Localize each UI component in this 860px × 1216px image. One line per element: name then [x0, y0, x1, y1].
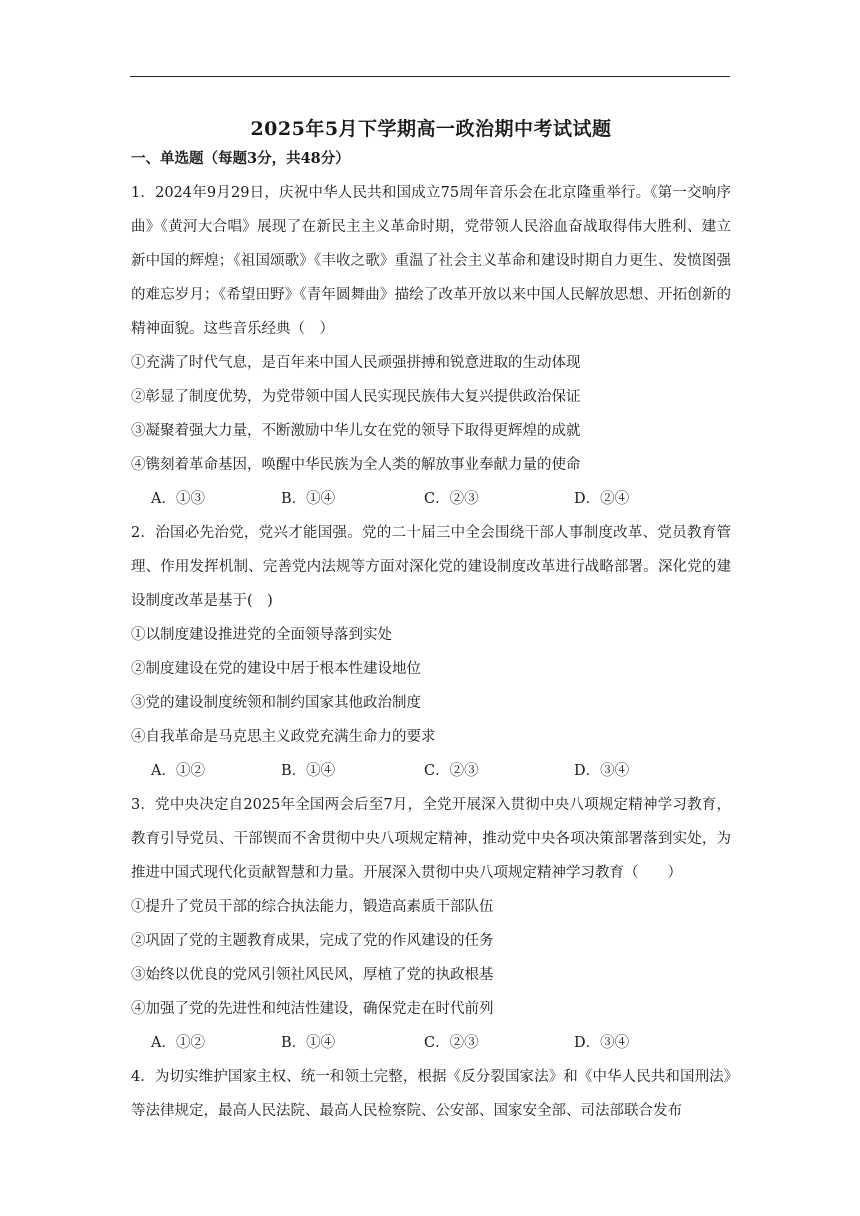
- question-stem: 3．党中央决定自2025年全国两会后至7月，全党开展深入贯彻中央八项规定精神学习教育，教育引导党员、干部锲而不舍贯彻中央八项规定精神，推动党中央各项决策部署落到实处，为推进中国式现代化贡献智慧和力量。开展深入贯彻中央八项规定精神学习教育（ ）: [131, 797, 731, 881]
- statement-option: ③党的建设制度统领和制约国家其他政治制度: [131, 695, 421, 711]
- section-heading: 一、单选题（每题3分，共48分）: [131, 150, 350, 167]
- exam-title: 2025年5月下学期高一政治期中考试试题: [250, 118, 612, 140]
- choice-c: C．②③: [424, 1035, 479, 1051]
- choice-b: B．①④: [281, 1035, 336, 1051]
- choice-d: D．③④: [574, 763, 630, 779]
- statement-option: ①提升了党员干部的综合执法能力，锻造高素质干部队伍: [131, 899, 494, 915]
- choice-a: A．①②: [151, 1035, 205, 1051]
- choice-c: C．②③: [424, 491, 479, 507]
- statement-option: ①以制度建设推进党的全面领导落到实处: [131, 627, 392, 643]
- question-stem: 1．2024年9月29日，庆祝中华人民共和国成立75周年音乐会在北京隆重举行。《第一交响序曲》《黄河大合唱》展现了在新民主主义革命时期，党带领人民浴血奋战取得伟大胜利、建立新中国的辉煌；《祖国颂歌》《丰收之歌》重温了社会主义革命和建设时期自力更生、发愤图强的难忘岁月；《希望田野》《青年圆舞曲》描绘了改革开放以来中国人民解放思想、开拓创新的精神面貌。这些音乐经典（ ）: [131, 185, 731, 337]
- choice-b: B．①④: [281, 491, 336, 507]
- exam-document: [131, 104, 731, 1128]
- question-stem: 2．治国必先治党，党兴才能国强。党的二十届三中全会围绕干部人事制度改革、党员教育管理、作用发挥机制、完善党内法规等方面对深化党的建设制度改革进行战略部署。深化党的建设制度改革是基于( ): [131, 525, 731, 609]
- question-4: [131, 1060, 731, 1128]
- question-stem: 4．为切实维护国家主权、统一和领土完整，根据《反分裂国家法》和《中华人民共和国刑法》等法律规定，最高人民法院、最高人民检察院、公安部、国家安全部、司法部联合发布: [131, 1069, 731, 1119]
- question-1: [131, 176, 731, 516]
- header-rule: [130, 76, 730, 77]
- answer-choices: [131, 482, 731, 516]
- statement-option: ①充满了时代气息，是百年来中国人民顽强拼搏和锐意进取的生动体现: [131, 355, 581, 371]
- statement-option: ③始终以优良的党风引领社风民风，厚植了党的执政根基: [131, 967, 494, 983]
- answer-choices: [131, 754, 731, 788]
- statement-option: ②制度建设在党的建设中居于根本性建设地位: [131, 661, 421, 677]
- statement-option: ④加强了党的先进性和纯洁性建设，确保党走在时代前列: [131, 1001, 494, 1017]
- question-3: [131, 788, 731, 1060]
- choice-a: A．①③: [151, 491, 205, 507]
- statement-option: ④镌刻着革命基因，唤醒中华民族为全人类的解放事业奉献力量的使命: [131, 457, 581, 473]
- statement-option: ②彰显了制度优势，为党带领中国人民实现民族伟大复兴提供政治保证: [131, 389, 581, 405]
- choice-d: D．③④: [574, 1035, 630, 1051]
- statement-option: ③凝聚着强大力量，不断激励中华儿女在党的领导下取得更辉煌的成就: [131, 423, 581, 439]
- choice-d: D．②④: [574, 491, 630, 507]
- statement-option: ②巩固了党的主题教育成果，完成了党的作风建设的任务: [131, 933, 494, 949]
- question-2: [131, 516, 731, 788]
- answer-choices: [131, 1026, 731, 1060]
- choice-a: A．①②: [151, 763, 205, 779]
- choice-c: C．②③: [424, 763, 479, 779]
- choice-b: B．①④: [281, 763, 336, 779]
- statement-option: ④自我革命是马克思主义政党充满生命力的要求: [131, 729, 436, 745]
